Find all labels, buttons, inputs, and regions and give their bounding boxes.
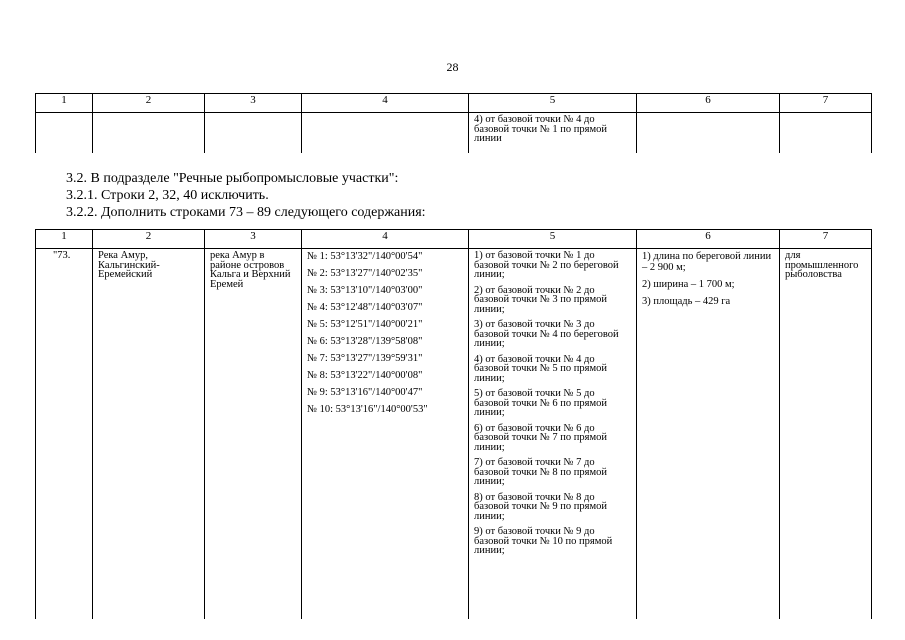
coordinate-item: № 5: 53°12'51"/140°00'21" [307, 319, 423, 330]
characteristic-item: 1) длина по береговой линии – 2 900 м; [642, 251, 772, 273]
boundaries-list [469, 249, 636, 556]
column-header: 4 [302, 94, 469, 113]
area-name: Река Амур, Кальгинский-Еремейский [98, 250, 160, 280]
column-header: 3 [205, 94, 302, 113]
row-number: "73. [53, 250, 71, 261]
section-instruction: 3.2.1. Строки 2, 32, 40 исключить. [66, 188, 269, 203]
coordinate-item: № 6: 53°13'28"/139°58'08" [307, 336, 423, 347]
boundary-text: 4) от базовой точки № 4 до базовой точки № 1 по прямой линии [474, 114, 607, 144]
coordinate-item: № 2: 53°13'27"/140°02'35" [307, 268, 423, 279]
column-header: 7 [780, 94, 872, 113]
boundary-item: 6) от базовой точки № 6 до базовой точки № 7 по прямой линии; [474, 422, 607, 453]
column-header: 1 [36, 230, 93, 249]
page-number: 28 [446, 60, 459, 74]
area-purpose: для промышленного рыболовства [785, 250, 859, 280]
boundary-item: 2) от базовой точки № 2 до базовой точки № 3 по прямой линии; [474, 284, 607, 315]
column-header: 1 [36, 94, 93, 113]
area-location: река Амур в районе островов Кальга и Верхний Еремей [210, 250, 291, 290]
coordinate-item: № 9: 53°13'16"/140°00'47" [307, 387, 423, 398]
characteristics-list [637, 249, 779, 307]
column-header: 6 [637, 230, 780, 249]
coordinate-item: № 1: 53°13'32"/140°00'54" [307, 251, 423, 262]
boundary-item: 7) от базовой точки № 7 до базовой точки № 8 по прямой линии; [474, 457, 607, 487]
coordinate-item: № 10: 53°13'16"/140°00'53" [307, 404, 428, 415]
continuation-table [35, 93, 872, 153]
column-header: 6 [637, 94, 780, 113]
column-header: 3 [205, 230, 302, 249]
boundary-item: 8) от базовой точки № 8 до базовой точки № 9 по прямой линии; [474, 491, 607, 522]
table-header-row [36, 230, 872, 249]
coordinate-item: № 3: 53°13'10"/140°03'00" [307, 285, 423, 296]
coordinate-item: № 7: 53°13'27"/139°59'31" [307, 353, 423, 364]
column-header: 2 [93, 230, 205, 249]
characteristic-item: 3) площадь – 429 га [642, 296, 731, 307]
table-header-row [36, 94, 872, 113]
boundary-item: 5) от базовой точки № 5 до базовой точки № 6 по прямой линии; [474, 388, 607, 418]
column-header: 5 [469, 94, 637, 113]
boundary-item: 1) от базовой точки № 1 до базовой точки № 2 по береговой линии; [474, 250, 619, 280]
boundary-item: 9) от базовой точки № 9 до базовой точки № 10 по прямой линии; [474, 526, 613, 556]
table-row [36, 113, 872, 154]
boundary-item: 4) от базовой точки № 4 до базовой точки № 5 по прямой линии; [474, 353, 607, 384]
column-header: 4 [302, 230, 469, 249]
coordinate-item: № 8: 53°13'22"/140°00'08" [307, 370, 423, 381]
fishing-areas-table [35, 229, 872, 619]
coordinate-item: № 4: 53°12'48"/140°03'07" [307, 302, 423, 313]
column-header: 5 [469, 230, 637, 249]
characteristic-item: 2) ширина – 1 700 м; [642, 279, 735, 290]
table-row [36, 249, 872, 620]
section-heading: 3.2. В подразделе "Речные рыбопромысловые участки": [66, 171, 399, 186]
column-header: 2 [93, 94, 205, 113]
section-instruction: 3.2.2. Дополнить строками 73 – 89 следующего содержания: [66, 205, 426, 220]
column-header: 7 [780, 230, 872, 249]
coordinates-list [302, 249, 468, 415]
boundary-item: 3) от базовой точки № 3 до базовой точки № 4 по береговой линии; [474, 319, 619, 349]
